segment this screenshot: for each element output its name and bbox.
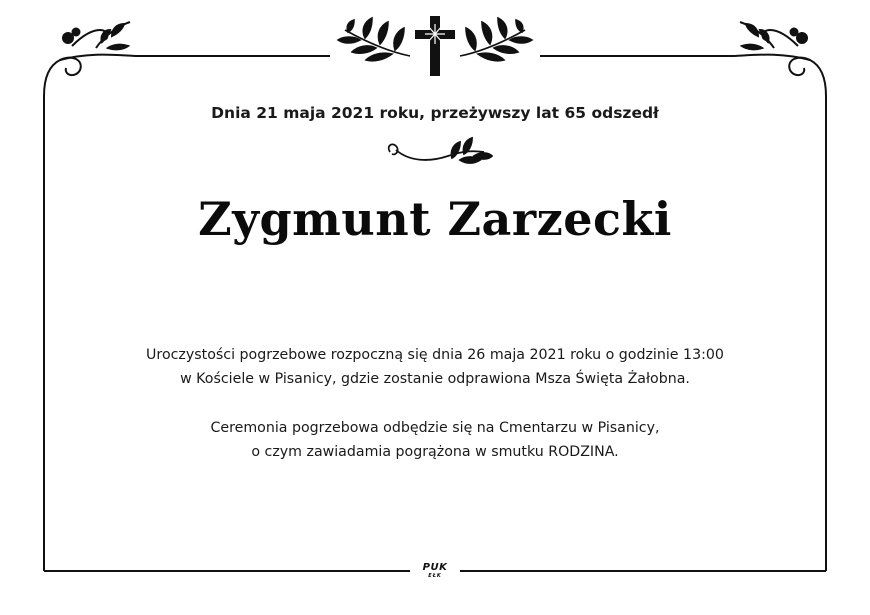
- corner-flourish-icon: [735, 22, 826, 96]
- intro-line: Dnia 21 maja 2021 roku, przeżywszy lat 65 odszedł: [211, 104, 659, 122]
- logo-sub-text: EŁK: [428, 573, 442, 579]
- ceremony-paragraph: [0, 416, 870, 464]
- divider-flourish-icon: [389, 138, 492, 163]
- laurel-branch-icon: [338, 18, 410, 61]
- cross-icon: [415, 16, 455, 76]
- frame-borders: [44, 56, 826, 571]
- paragraph-line: Uroczystości pogrzebowe rozpoczną się dnia 26 maja 2021 roku o godzinie 13:00: [146, 347, 724, 363]
- paragraph-line: Ceremonia pogrzebowa odbędzie się na Cmentarzu w Pisanicy,: [210, 420, 660, 436]
- laurel-branch-icon: [460, 18, 532, 61]
- paragraph-line: w Kościele w Pisanicy, gdzie zostanie odprawiona Msza Święta Żałobna.: [180, 371, 690, 387]
- paragraph-line: o czym zawiadamia pogrążona w smutku RODZINA.: [251, 444, 619, 460]
- company-logo: [415, 563, 455, 579]
- funeral-details-paragraph: [0, 343, 870, 391]
- deceased-name: Zygmunt Zarzecki: [198, 192, 672, 246]
- corner-flourish-icon: [44, 22, 135, 96]
- logo-main-text: PUK: [422, 562, 448, 573]
